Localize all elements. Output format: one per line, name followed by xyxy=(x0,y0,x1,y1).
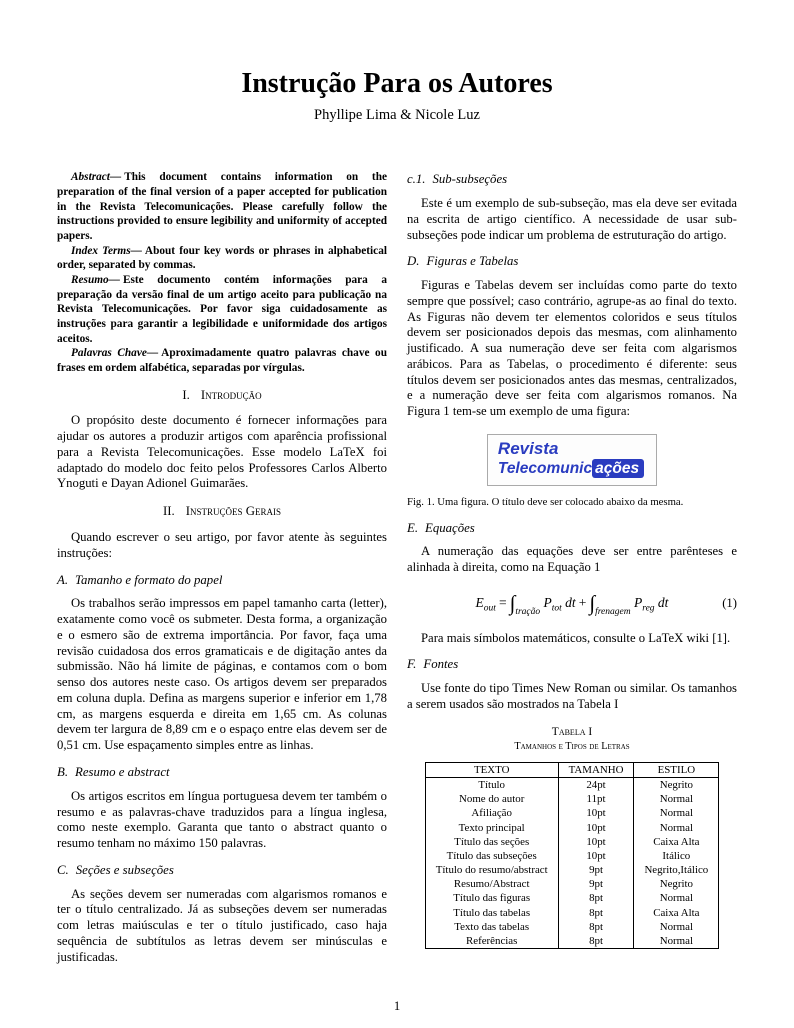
table-cell: Normal xyxy=(634,821,719,835)
section-title: Instruções Gerais xyxy=(185,504,281,519)
subsection-title: Resumo e abstract xyxy=(75,764,170,779)
subsection-number: C. xyxy=(57,862,69,877)
font-sizes-table xyxy=(425,762,720,949)
table-cell: Título do resumo/abstract xyxy=(425,863,558,877)
math-var: P xyxy=(633,594,643,610)
equation-1 xyxy=(407,590,737,619)
subsection-heading-resumo-abstract xyxy=(57,765,387,781)
table-cell: Caixa Alta xyxy=(634,906,719,920)
table-row xyxy=(425,821,719,835)
subsubsection-heading-sub-subsecoes xyxy=(407,172,737,188)
logo-text-part1: Telecomunic xyxy=(497,459,593,477)
table-cell: Normal xyxy=(634,934,719,949)
table-row xyxy=(425,863,719,877)
table-cell: Normal xyxy=(634,891,719,905)
subsection-heading-figuras-tabelas xyxy=(407,254,737,270)
subsection-heading-fontes xyxy=(407,657,737,673)
table-cell: 10pt xyxy=(558,835,634,849)
revista-telecomunicacoes-logo xyxy=(487,434,657,486)
resumo-text: Este documento contém informações para a preparação da versão final de um artigo aceito para publicação na Revista Telecomunicações. Por favor siga cuidadosamente as instruções para garantir a legibilidade e uniformidade dos artigos aceitos. xyxy=(57,273,387,345)
abstract-text: This document contains information on the preparation of the final version of a paper accepted for publication in the Revista Telecomunicações. Please carefully follow the instructions provided to ensure legibility and uniformity of accepted papers. xyxy=(57,171,387,242)
subsection-heading-equacoes xyxy=(407,521,737,537)
table-cell: Normal xyxy=(634,920,719,934)
paragraph-equacoes: A numeração das equações deve ser entre parênteses e alinhada à direita, como na Equação 1 xyxy=(407,544,737,575)
paragraph-introducao: O propósito deste documento é fornecer informações para ajudar os autores a produzir artigos com aparência profissional para a Revista Telecomunicações. Esse modelo LaTeX foi adaptado do modelo doc feito pelos Professores Carlos Alberto Ynoguti e Dayan Adionel Guimarães. xyxy=(57,413,387,491)
paragraph-sub-subsecoes: Este é um exemplo de sub-subseção, mas ela deve ser evitada na escrita de artigo científico. A necessidade de usar sub-subseções pode indicar um problema de estruturação do artigo. xyxy=(407,196,737,242)
paper-authors: Phyllipe Lima & Nicole Luz xyxy=(314,107,480,124)
table-cell: 9pt xyxy=(558,877,634,891)
subsection-heading-tamanho-formato xyxy=(57,573,387,589)
math-var: E xyxy=(475,594,484,610)
equation-body xyxy=(475,590,669,617)
subsection-heading-secoes-subsecoes xyxy=(57,863,387,879)
paragraph-fontes: Use fonte do tipo Times New Roman ou similar. Os tamanhos a serem usados são mostrados na Tabela I xyxy=(407,681,737,712)
subsection-title: Fontes xyxy=(423,657,459,672)
paragraph-instrucoes-gerais: Quando escrever o seu artigo, por favor atente às seguintes instruções: xyxy=(57,530,387,560)
section-number: II. xyxy=(163,504,175,519)
paragraph-secoes-subsecoes: As seções devem ser numeradas com algarismos romanos e ter o título centralizado. Já as subseções devem ser numeradas com letras maiúsculas e ter o título justificado, caso haja sequência de subtítulos as letras devem ser minúsculas e justificadas. xyxy=(57,886,387,964)
math-equals: = xyxy=(498,594,507,610)
table-cell: Título das figuras xyxy=(425,891,558,905)
subsection-number: F. xyxy=(407,657,417,672)
table-cell: Normal xyxy=(634,806,719,820)
math-dt: dt xyxy=(565,594,576,610)
subsubsection-number: c.1. xyxy=(407,172,426,187)
table-cell: Título das seções xyxy=(425,835,558,849)
integral-subscript: tração xyxy=(515,606,541,617)
subsection-number: A. xyxy=(57,572,69,587)
table-row xyxy=(425,777,719,792)
resumo-label: Resumo— xyxy=(71,273,120,286)
table-cell: Referências xyxy=(425,934,558,949)
math-plus: + xyxy=(578,594,587,610)
table-caption-title: Tamanhos e Tipos de Letras xyxy=(514,741,630,753)
table-cell: Caixa Alta xyxy=(634,835,719,849)
logo-text-telecomunicacoes xyxy=(498,460,644,479)
subsection-number: D. xyxy=(407,254,420,269)
table-cell: Título das subseções xyxy=(425,849,558,863)
subsection-title: Seções e subseções xyxy=(75,862,174,877)
table-cell: Normal xyxy=(634,792,719,806)
equation-number: (1) xyxy=(722,596,737,611)
index-terms-paragraph xyxy=(57,244,387,273)
table-cell: Itálico xyxy=(634,849,719,863)
integral-sign: ∫ xyxy=(589,590,596,615)
table-cell: 8pt xyxy=(558,891,634,905)
table-cell: Resumo/Abstract xyxy=(425,877,558,891)
table-header-tamanho: TAMANHO xyxy=(558,762,634,777)
table-cell: 24pt xyxy=(558,777,634,792)
left-column xyxy=(57,170,387,965)
table-row xyxy=(425,920,719,934)
table-row xyxy=(425,835,719,849)
paper-title: Instrução Para os Autores xyxy=(241,68,553,99)
table-cell: 8pt xyxy=(558,920,634,934)
table-row xyxy=(425,806,719,820)
table-cell: Nome do autor xyxy=(425,792,558,806)
abstract-label: Abstract— xyxy=(71,171,122,184)
resumo-paragraph xyxy=(57,273,387,346)
subsection-number: B. xyxy=(57,764,69,779)
palavras-chave-label: Palavras Chave— xyxy=(71,347,159,360)
table-row xyxy=(425,792,719,806)
columns xyxy=(57,170,737,965)
math-subscript: reg xyxy=(642,603,655,614)
table-cell: Texto principal xyxy=(425,821,558,835)
subsection-title: Equações xyxy=(425,520,475,535)
table-cell: Afiliação xyxy=(425,806,558,820)
integral-subscript: frenagem xyxy=(595,606,631,617)
right-column xyxy=(407,170,737,965)
section-number: I. xyxy=(182,387,190,402)
math-dt: dt xyxy=(657,594,669,610)
table-header-estilo: ESTILO xyxy=(634,762,719,777)
table-caption-number: Tabela I xyxy=(551,725,593,738)
logo-text-revista: Revista xyxy=(497,438,559,458)
table-header-texto: TEXTO xyxy=(425,762,558,777)
table-cell: Título xyxy=(425,777,558,792)
table-caption xyxy=(407,725,737,754)
paragraph-resumo-abstract: Os artigos escritos em língua portuguesa devem ter também o resumo e as palavras-chave traduzidos para a língua inglesa, como neste exemplo. Garanta que tanto o abstract quanto o resumo tenham no máximo 150 palavras. xyxy=(57,788,387,851)
table-row xyxy=(425,891,719,905)
palavras-chave-paragraph xyxy=(57,346,387,375)
table-cell: Negrito xyxy=(634,877,719,891)
table-cell: 11pt xyxy=(558,792,634,806)
table-cell: 9pt xyxy=(558,863,634,877)
paragraph-figuras-tabelas: Figuras e Tabelas devem ser incluídas como parte do texto sempre que possível; caso contrário, agrupe-as ao final do texto. As Figuras não devem ter elementos coloridos e seus títulos devem ser posicionados depois das mesmas, com alinhamento justificado. A sua numeração deve ser feita com algarismos arábicos. Para as Tabelas, o procedimento é diferente: seus títulos devem ser posicionados antes das mesmas, centralizados, e a numeração deve ser feita com algarismos romanos. Na Figura 1 tem-se um exemplo de uma figura: xyxy=(407,278,737,419)
table-cell: Negrito,Itálico xyxy=(634,863,719,877)
index-terms-text: About four key words or phrases in alphabetical order, separated by commas. xyxy=(57,244,387,272)
table-cell: Negrito xyxy=(634,777,719,792)
math-var: P xyxy=(543,594,552,610)
math-subscript: out xyxy=(483,603,496,614)
math-subscript: tot xyxy=(551,603,562,614)
subsection-title: Figuras e Tabelas xyxy=(426,254,519,269)
table-cell: Texto das tabelas xyxy=(425,920,558,934)
logo-text-part2: ações xyxy=(592,459,644,478)
table-row xyxy=(425,906,719,920)
table-cell: 8pt xyxy=(558,934,634,949)
palavras-chave-text: Aproximadamente quatro palavras chave ou frases em ordem alfabética, separadas por vírgulas. xyxy=(57,347,387,374)
figure-1 xyxy=(407,434,737,486)
table-row xyxy=(425,849,719,863)
table-cell: 10pt xyxy=(558,849,634,863)
paragraph-tamanho-formato: Os trabalhos serão impressos em papel tamanho carta (letter), exatamente como você os submeter. Desta forma, a organização e o esmero são de extrema importância. Por favor, faça uma revisão cuidadosa dos erros gramaticais e de digitação antes da submissão. Não há limite de páginas, e contamos com o bom senso dos autores neste caso. Os artigos devem ser preparados em coluna dupla. Defina as margens superior e inferior em 1,78 cm, as margens esquerda e direita em 1,65 cm. As colunas devem ter largura de 8,89 cm e o espaço entre elas devem ser de 0,51 cm. Use espaçamento simples entre as linhas. xyxy=(57,596,387,753)
section-heading-introducao xyxy=(57,388,387,404)
index-terms-label: Index Terms— xyxy=(71,244,142,257)
table-row xyxy=(425,877,719,891)
table-cell: 10pt xyxy=(558,821,634,835)
table-row xyxy=(425,934,719,949)
subsection-number: E. xyxy=(407,520,419,535)
table-cell: 8pt xyxy=(558,906,634,920)
subsubsection-title: Sub-subseções xyxy=(432,172,508,187)
page-number: 1 xyxy=(393,999,401,1013)
table-cell: 10pt xyxy=(558,806,634,820)
table-header-row xyxy=(425,762,719,777)
figure-caption: Fig. 1. Uma figura. O título deve ser colocado abaixo da mesma. xyxy=(407,496,684,509)
section-heading-instrucoes-gerais xyxy=(57,504,387,520)
abstract-paragraph xyxy=(57,170,387,243)
table-cell: Título das tabelas xyxy=(425,906,558,920)
subsection-title: Tamanho e formato do papel xyxy=(75,572,223,587)
integral-sign: ∫ xyxy=(509,590,516,615)
section-title: Introdução xyxy=(200,387,262,402)
paragraph-latex-wiki: Para mais símbolos matemáticos, consulte o LaTeX wiki [1]. xyxy=(421,630,731,645)
